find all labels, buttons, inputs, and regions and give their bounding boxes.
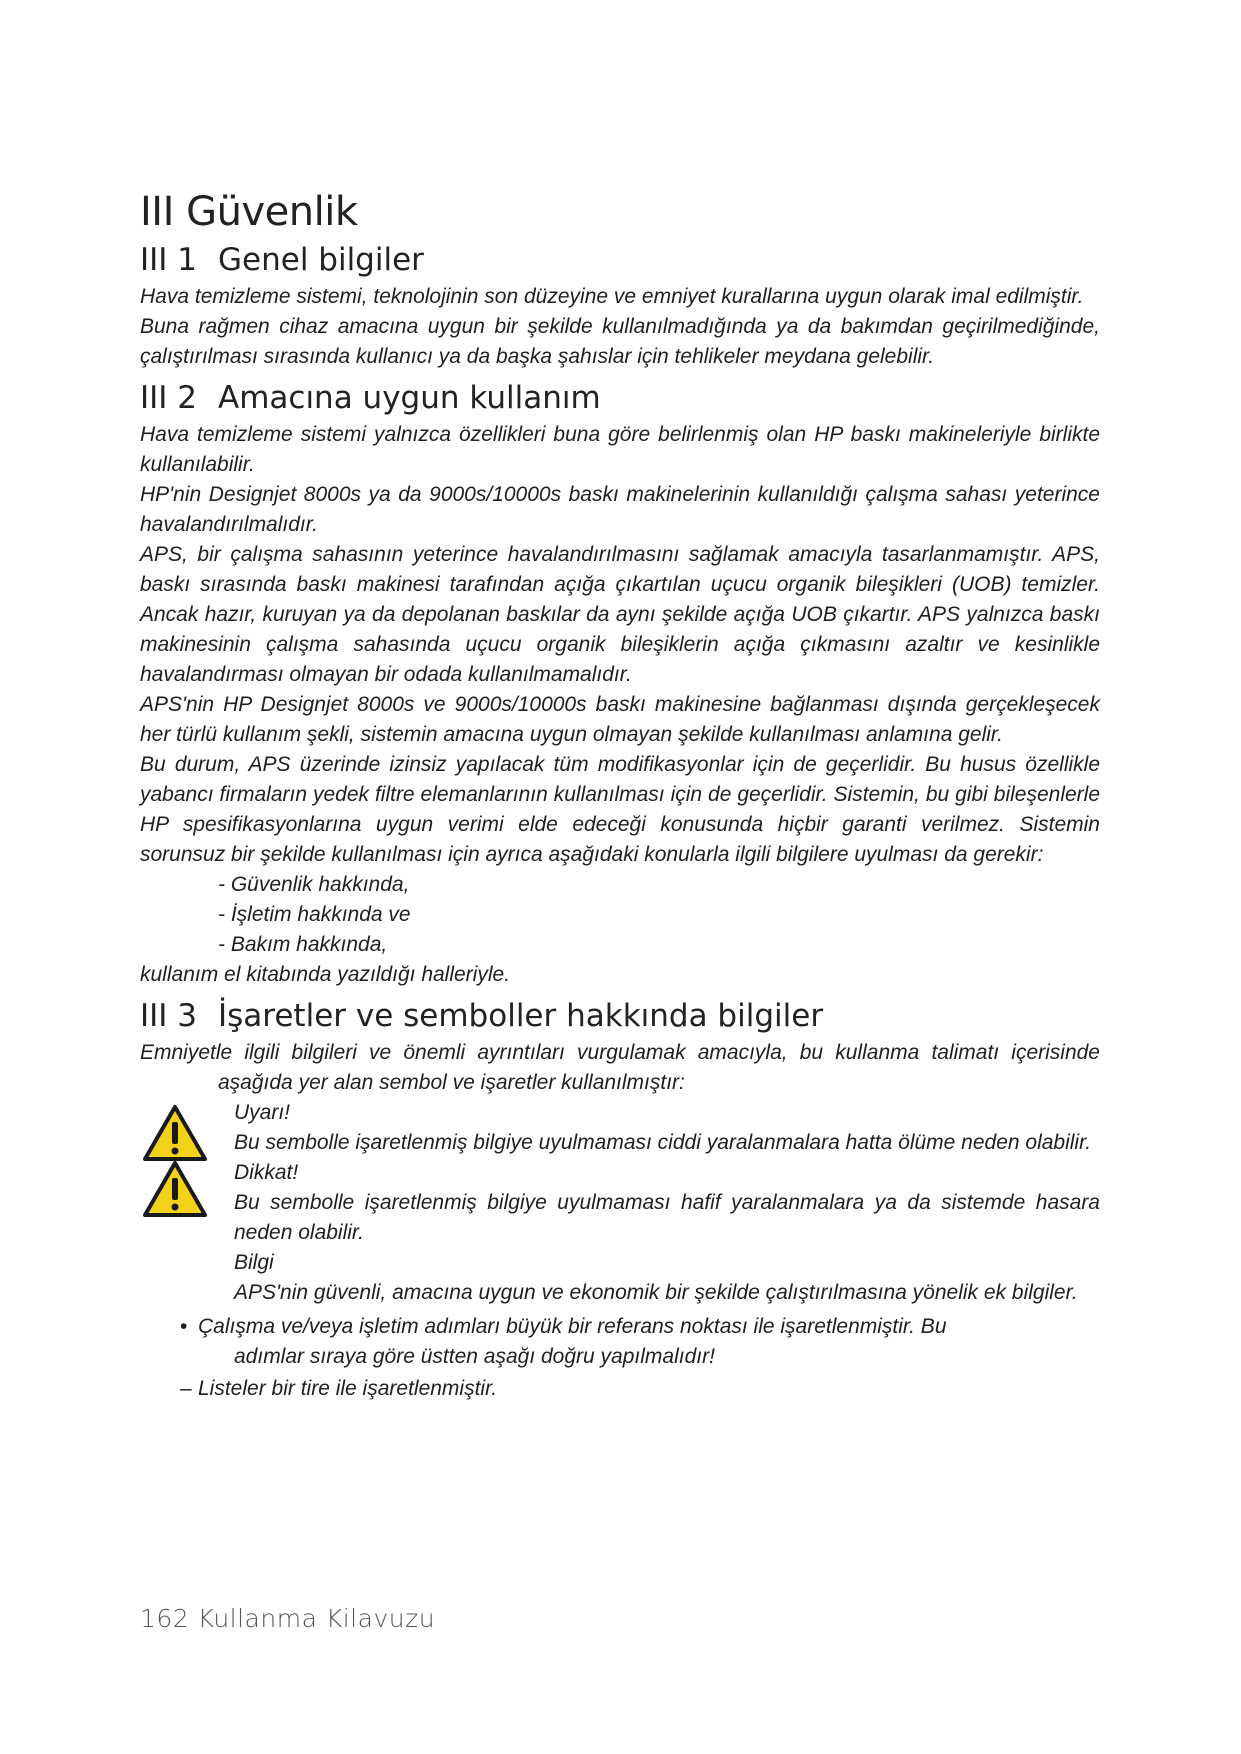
dash-explanation <box>140 1374 1100 1404</box>
warning-title: Uyarı! <box>234 1101 291 1124</box>
warning-triangle-icon <box>142 1104 208 1162</box>
warning-text: Bu sembolle işaretlenmiş bilgiye uyulmaması ciddi yaralanmalara hatta ölüme neden olabilir. <box>234 1131 1092 1154</box>
list-item: - Güvenlik hakkında, <box>218 873 410 896</box>
section-1-title: Genel bilgiler <box>218 242 424 278</box>
warning-block <box>140 1098 1100 1158</box>
page-content <box>140 188 1100 1404</box>
s1-paragraph-2: Buna rağmen cihaz amacına uygun bir şekilde kullanılmadığında ya da bakımdan geçirilmediğinde, çalıştırılması sırasında kullanıcı ya da başka şahıslar için tehlikeler meydana gelebilir. <box>140 315 1100 368</box>
info-text: APS'nin güvenli, amacına uygun ve ekonomik bir şekilde çalıştırılmasına yönelik ek bilgiler. <box>234 1281 1078 1304</box>
bullet-explanation <box>140 1312 1100 1372</box>
dash-marker: – <box>180 1377 192 1400</box>
section-2-title: Amacına uygun kullanım <box>218 380 601 416</box>
caution-title: Dikkat! <box>234 1161 299 1184</box>
section-1-heading <box>140 240 1100 280</box>
caution-triangle-icon <box>142 1160 208 1218</box>
s2-paragraph-3: APS, bir çalışma sahasının yeterince havalandırılmasını sağlamak amacıyla tasarlanmamıştır. APS, baskı sırasında baskı makinesi tarafından açığa çıkartılan uçucu organik bileşikleri (UOB) temizler. Ancak hazır, kuruyan ya da depolanan baskılar da aynı şekilde açığa UOB çıkartır. APS yalnızca baskı makinesinin çalışma sahasında uçucu organik bileşiklerin açığa çıkmasını azaltır ve kesinlikle havalandırması olmayan bir odada kullanılmamalıdır. <box>140 543 1100 686</box>
section-3-heading <box>140 996 1100 1036</box>
s2-paragraph-2: HP'nin Designjet 8000s ya da 9000s/10000s baskı makinelerinin kullanıldığı çalışma sahası yeterince havalandırılmalıdır. <box>140 483 1100 536</box>
section-3-number: III 3 <box>140 998 198 1034</box>
section-3-title: İşaretler ve semboller hakkında bilgiler <box>218 998 824 1034</box>
list-item: - Bakım hakkında, <box>218 933 388 956</box>
caution-block <box>140 1158 1100 1248</box>
dash-text: Listeler bir tire ile işaretlenmiştir. <box>198 1377 498 1400</box>
section-2-number: III 2 <box>140 380 198 416</box>
caution-text: Bu sembolle işaretlenmiş bilgiye uyulmaması hafif yaralanmalara ya da sistemde hasara neden olabilir. <box>234 1191 1100 1244</box>
section-1-number: III 1 <box>140 242 198 278</box>
bullet-text-line-1: Çalışma ve/veya işletim adımları büyük bir referans noktası ile işaretlenmiştir. Bu <box>198 1315 947 1338</box>
page-title: III Güvenlik <box>140 189 358 235</box>
s3-intro: Emniyetle ilgili bilgileri ve önemli ayrıntıları vurgulamak amacıyla, bu kullanma talimatı içerisinde aşağıda yer alan sembol ve işaretler kullanılmıştır: <box>140 1041 1100 1094</box>
s2-topic-list <box>140 870 1100 960</box>
list-item: - İşletim hakkında ve <box>218 903 411 926</box>
s2-paragraph-4: APS'nin HP Designjet 8000s ve 9000s/10000s baskı makinesine bağlanması dışında gerçekleşecek her türlü kullanım şekli, sistemin amacına uygun olmayan şekilde kullanılması anlamına gelir. <box>140 693 1100 746</box>
page-footer: 162 Kullanma Kilavuzu <box>140 1604 436 1633</box>
info-title: Bilgi <box>234 1251 274 1274</box>
s2-paragraph-1: Hava temizleme sistemi yalnızca özellikleri buna göre belirlenmiş olan HP baskı makineleriyle birlikte kullanılabilir. <box>140 423 1100 476</box>
s1-paragraph-1: Hava temizleme sistemi, teknolojinin son düzeyine ve emniyet kurallarına uygun olarak imal edilmiştir. <box>140 285 1084 308</box>
bullet-text-line-2: adımlar sıraya göre üstten aşağı doğru yapılmalıdır! <box>234 1345 715 1368</box>
s2-paragraph-6: kullanım el kitabında yazıldığı halleriyle. <box>140 963 511 986</box>
info-block <box>140 1248 1100 1308</box>
s2-paragraph-5: Bu durum, APS üzerinde izinsiz yapılacak tüm modifikasyonlar için de geçerlidir. Bu husus özellikle yabancı firmaların yedek filtre elemanlarının kullanılması için de geçerlidir. Sistemin, bu gibi bileşenlerle HP spesifikasyonlarına uygun verimi elde edeceği konusunda hiçbir garanti verilmez. Sistemin sorunsuz bir şekilde kullanılması için ayrıca aşağıdaki konularla ilgili bilgilere uyulması da gerekir: <box>140 753 1100 866</box>
section-2-heading <box>140 378 1100 418</box>
bullet-marker: • <box>180 1315 188 1338</box>
